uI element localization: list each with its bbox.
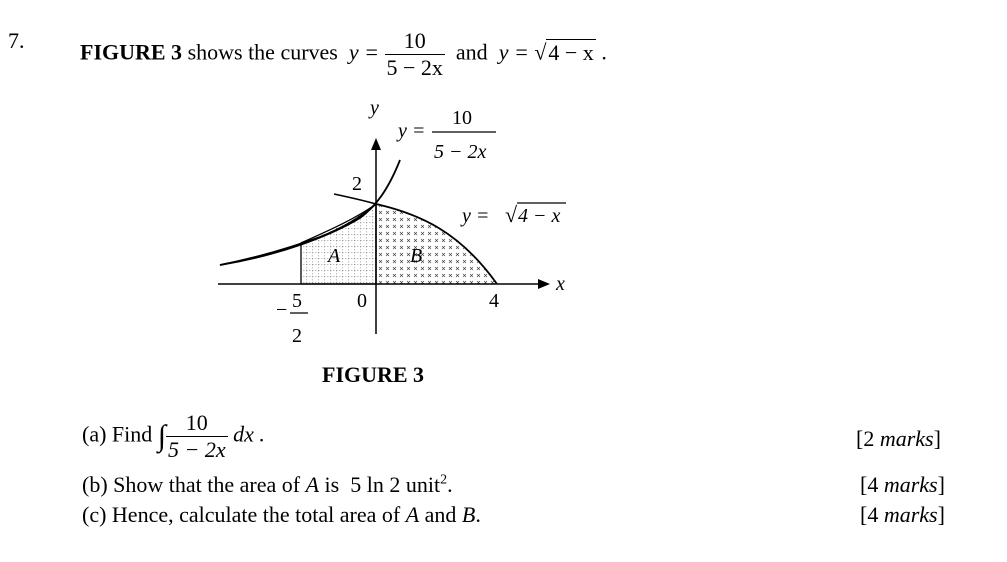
y-axis-label: y bbox=[370, 97, 379, 119]
part-b-expression: 5 ln 2 unit bbox=[350, 472, 441, 497]
part-a-marks-open: [2 bbox=[856, 426, 875, 451]
label-two-den: 2 bbox=[292, 325, 302, 347]
part-c bbox=[82, 502, 481, 528]
label-neg-sign: − bbox=[276, 299, 288, 321]
curve-sqrt-left bbox=[334, 194, 376, 204]
label-five: 5 bbox=[292, 290, 302, 312]
part-b-is: is bbox=[324, 472, 340, 497]
part-a bbox=[82, 410, 265, 463]
part-a-dx: dx . bbox=[233, 421, 265, 447]
part-a-marks-word: marks bbox=[879, 426, 934, 451]
part-a-label: (a) Find bbox=[82, 421, 153, 447]
label-y-2: 2 bbox=[352, 173, 362, 195]
curve1-label-den: 5 − 2x bbox=[434, 141, 487, 163]
region-a-label: A bbox=[328, 245, 341, 267]
part-a-numerator: 10 bbox=[185, 410, 208, 435]
part-c-end: . bbox=[475, 502, 481, 527]
curve2-label-lhs: y = bbox=[462, 205, 490, 227]
curve2-radicand: 4 − x bbox=[548, 39, 594, 65]
curve1-denominator: 5 − 2x bbox=[386, 55, 443, 80]
part-c-and: and bbox=[424, 502, 457, 527]
curve1-label-num: 10 bbox=[452, 107, 472, 129]
statement-end: . bbox=[601, 39, 607, 65]
y-axis-arrow bbox=[371, 138, 381, 150]
part-b-marks-open: [4 bbox=[860, 472, 879, 497]
sqrt-symbol: √ bbox=[534, 39, 547, 65]
part-c-region-a: A bbox=[405, 502, 420, 527]
curve1-numerator: 10 bbox=[403, 28, 426, 53]
curve2-lhs: y = bbox=[498, 39, 529, 65]
part-b-end: . bbox=[447, 472, 453, 497]
intro-text: shows the curves bbox=[187, 39, 338, 65]
region-a-shading bbox=[301, 204, 376, 284]
label-x-4: 4 bbox=[489, 290, 499, 312]
question-number: 7. bbox=[8, 28, 25, 53]
part-c-marks bbox=[860, 502, 945, 528]
part-b-marks bbox=[860, 472, 945, 498]
figure-caption: FIGURE 3 bbox=[322, 362, 425, 387]
part-c-region-b: B bbox=[461, 502, 476, 527]
part-c-marks-open: [4 bbox=[860, 502, 879, 527]
label-origin-0: 0 bbox=[357, 290, 367, 312]
part-c-marks-close: ] bbox=[937, 502, 945, 527]
part-b-marks-word: marks bbox=[883, 472, 938, 497]
curve2-label-sqrt: √ bbox=[505, 202, 518, 227]
part-b-marks-close: ] bbox=[937, 472, 945, 497]
curve1-label-lhs: y = bbox=[398, 120, 426, 142]
connector-text: and bbox=[455, 39, 488, 65]
part-a-denominator: 5 − 2x bbox=[167, 437, 226, 462]
part-a-fraction bbox=[166, 410, 228, 463]
part-b-region: A bbox=[305, 472, 320, 497]
part-a-marks bbox=[856, 426, 941, 452]
part-c-text: (c) Hence, calculate the total area of bbox=[82, 502, 401, 527]
integral-sign: ∫ bbox=[157, 419, 166, 453]
figure-reference: FIGURE 3 bbox=[80, 39, 183, 65]
x-axis-label: x bbox=[556, 273, 565, 295]
part-b bbox=[82, 472, 453, 498]
part-a-marks-close: ] bbox=[933, 426, 941, 451]
part-b-superscript: 2 bbox=[440, 472, 448, 488]
part-c-marks-word: marks bbox=[883, 502, 938, 527]
curve1-lhs: y = bbox=[348, 39, 379, 65]
region-b-label: B bbox=[410, 245, 423, 267]
x-axis-arrow bbox=[538, 279, 550, 289]
curve2-label-radicand: 4 − x bbox=[518, 205, 561, 227]
part-b-text: (b) Show that the area of bbox=[82, 472, 301, 497]
